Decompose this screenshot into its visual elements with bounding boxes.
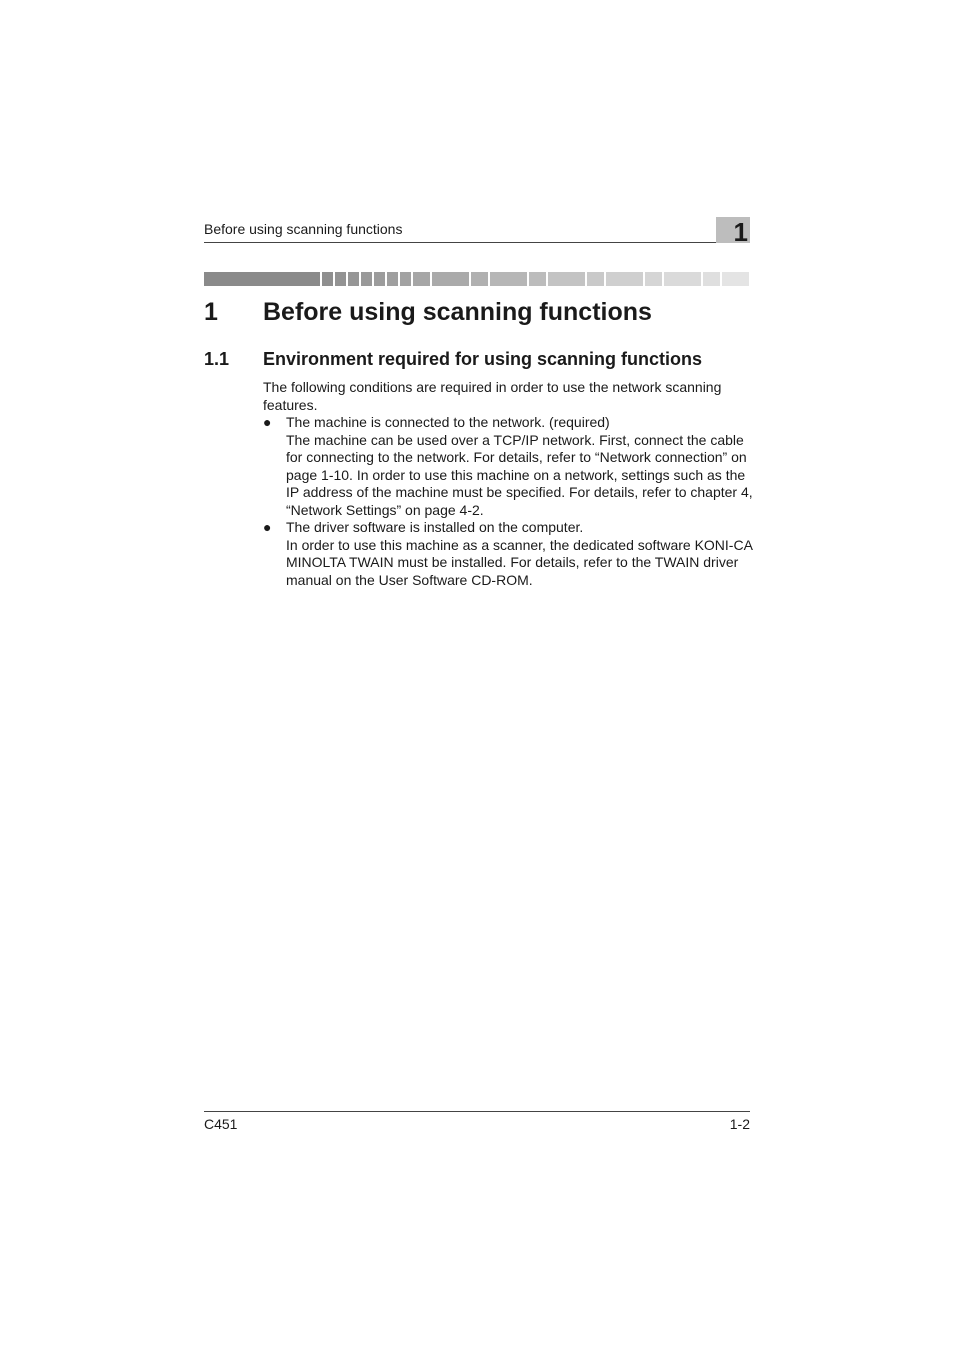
footer-model: C451 [204,1116,238,1132]
running-header [204,217,750,247]
list-item-title: The machine is connected to the network. (required) [286,414,610,430]
section-title: Environment required for using scanning functions [263,349,703,369]
list-item-title: The driver software is installed on the computer. [286,519,584,535]
chapter-tab: 1 [716,217,750,243]
list-item [263,414,753,519]
bullet-icon: ● [263,519,272,535]
chapter-number: 1 [204,298,218,326]
intro-paragraph: The following conditions are required in order to use the network scanning features. [263,379,722,413]
footer-page-number: 1-2 [729,1116,750,1132]
list-item-detail: The machine can be used over a TCP/IP network. First, connect the cable for connecting to the network. For details, refer to “Network connection” on page 1-10. In order to use this machine on a network, settings such as the IP address of the machine must be specified. For details, refer to chapter 4, “Network Settings” on page 4-2. [286,431,753,518]
running-header-title: Before using scanning functions [204,221,403,237]
bullet-icon: ● [263,414,272,430]
body-text [263,379,753,589]
list-item-detail: In order to use this machine as a scanner, the dedicated software KONI-CA MINOLTA TWAIN must be installed. For details, refer to the TWAIN driver manual on the User Software CD-ROM. [286,536,753,588]
decorative-bar-strip [204,272,749,286]
list-item [263,519,753,589]
page-footer [204,1111,750,1132]
chapter-title: Before using scanning functions [263,298,652,326]
section-number: 1.1 [204,349,230,369]
